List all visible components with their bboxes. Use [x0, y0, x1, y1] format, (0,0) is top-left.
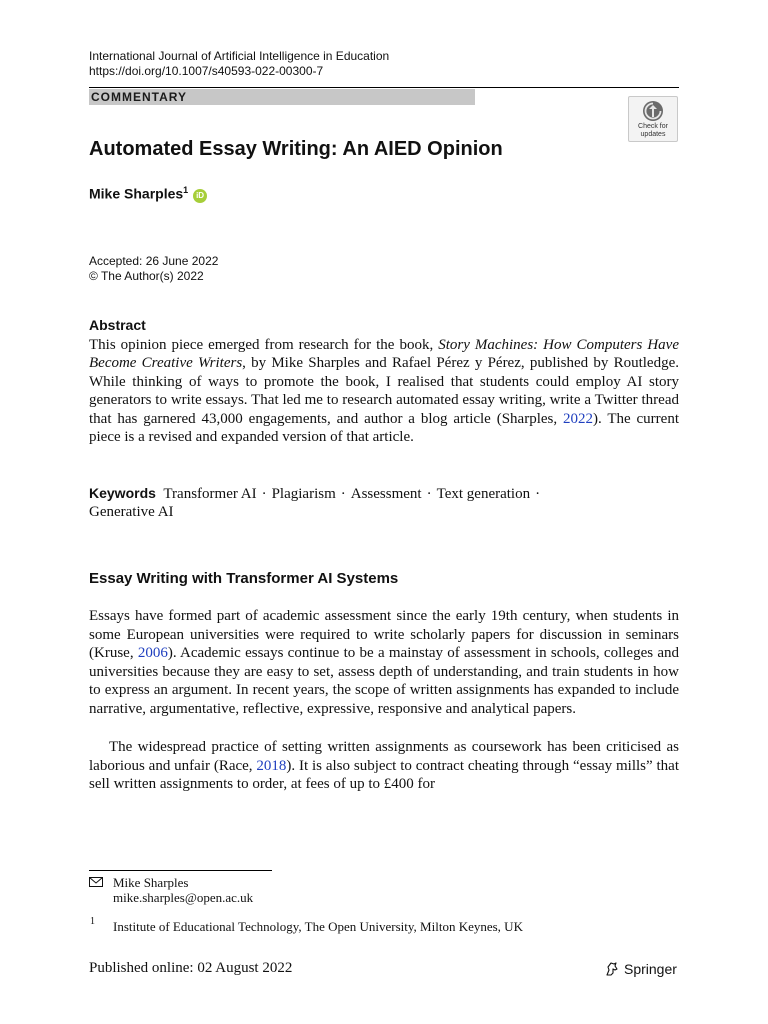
abstract-text: [89, 336, 679, 446]
publisher-name: Springer: [624, 961, 677, 977]
p2-text-b: ). It is also subject to contract cheating through “essay mills” that sell written assignments to order, at fees of up to £400 for: [89, 757, 679, 793]
check-updates-line2: updates: [640, 131, 666, 138]
keyword: Plagiarism: [271, 486, 336, 502]
section-heading: Essay Writing with Transformer AI Systems: [89, 570, 399, 587]
citation-link-2022[interactable]: 2022: [562, 410, 593, 427]
article-type-bar: COMMENTARY: [89, 89, 475, 105]
keyword: Transformer AI: [163, 486, 257, 502]
p1-text-b: ). Academic essays continue to be a mainstay of assessment in schools, colleges and universities because they are easy to set, assess depth of understanding, and train students in how to express an argument. In recent years, the scope of written assignments has expanded to include narrative, argumentative, reflective, expressive, responsive and analytical papers.: [89, 645, 679, 717]
keyword: Text generation: [436, 486, 531, 502]
keyword-separator: ·: [535, 486, 541, 502]
published-date: Published online: 02 August 2022: [89, 960, 293, 976]
orcid-icon[interactable]: iD: [193, 189, 207, 203]
doi-link[interactable]: https://doi.org/10.1007/s40593-022-00300-7: [89, 64, 324, 78]
check-updates-line1: Check for: [638, 123, 668, 130]
abstract-heading: Abstract: [89, 317, 146, 333]
header-rule: [89, 87, 679, 88]
keyword: Generative AI: [89, 504, 174, 521]
envelope-icon: [89, 877, 103, 887]
springer-horse-icon: [604, 961, 620, 977]
journal-name: International Journal of Artificial Intelligence in Education: [89, 49, 390, 63]
keyword-separator: ·: [426, 486, 432, 502]
copyright-notice: © The Author(s) 2022: [89, 269, 204, 283]
book-title: Story Machines: How Computers Have Become Creative Writers: [89, 337, 679, 372]
check-for-updates-badge[interactable]: [628, 96, 678, 142]
affiliation-marker: 1: [90, 916, 95, 927]
corresponding-author-email[interactable]: mike.sharples@open.ac.uk: [113, 890, 254, 905]
keywords-line: [89, 484, 679, 522]
keyword-separator: ·: [340, 486, 346, 502]
keyword-separator: ·: [261, 486, 267, 502]
body-paragraph-2: [89, 738, 679, 794]
p2-text-a: The widespread practice of setting written assignments as coursework has been criticised as laborious and unfair (Race,: [89, 739, 679, 774]
author-name[interactable]: Mike Sharples: [89, 185, 184, 202]
paper-title: Automated Essay Writing: An AIED Opinion: [89, 138, 503, 160]
abstract-part2: , by Mike Sharples and Rafael Pérez y Pérez, published by Routledge. While thinking of ways to promote the book, I realised that students could employ AI story generators to write essays. That led me to research automated essay writing, write a Twitter thread that has garnered 43,000 engagements, and author a blog article (Sharples,: [89, 355, 680, 427]
keyword: Assessment: [350, 486, 422, 502]
footnote-rule: [89, 870, 272, 871]
citation-link-2018[interactable]: 2018: [256, 757, 287, 774]
check-for-updates-icon: [642, 100, 664, 122]
p1-text-a: Essays have formed part of academic assessment since the early 19th century, when students in some European universities were required to write scholarly papers for discussion in seminars (Kruse,: [89, 608, 679, 662]
affiliation-text: Institute of Educational Technology, The Open University, Milton Keynes, UK: [113, 919, 523, 934]
citation-link-2006[interactable]: 2006: [137, 645, 168, 662]
body-paragraph-1: [89, 607, 679, 719]
corresponding-author-name: Mike Sharples: [113, 875, 189, 890]
keywords-label: Keywords: [89, 485, 156, 501]
publisher-logo[interactable]: [604, 961, 677, 977]
abstract-part3: ). The current piece is a revised and expanded version of that article.: [89, 410, 679, 446]
accepted-date: Accepted: 26 June 2022: [89, 254, 219, 268]
author-line: [89, 185, 207, 203]
abstract-part1: This opinion piece emerged from research for the book,: [89, 337, 439, 353]
author-affiliation-marker: 1: [183, 185, 189, 195]
